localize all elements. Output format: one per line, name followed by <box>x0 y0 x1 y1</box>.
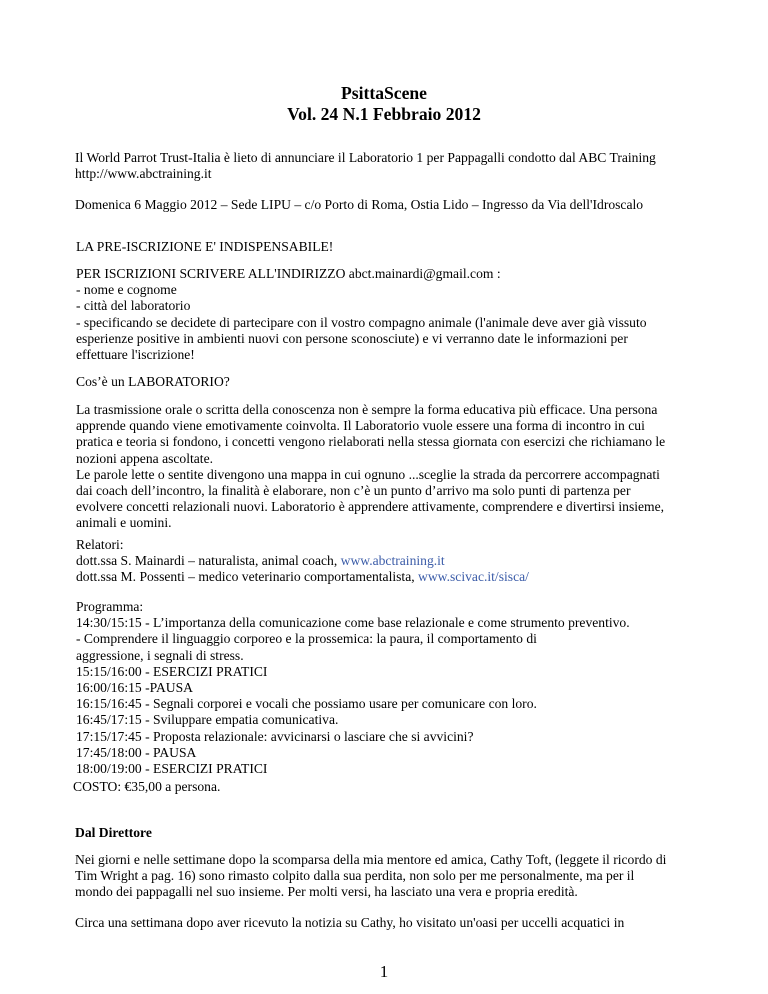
lab-question <box>76 374 696 390</box>
program-item: 17:45/18:00 - PAUSA <box>76 744 197 760</box>
lab-description <box>76 402 696 532</box>
program-item: 14:30/15:15 - L’importanza della comunicazione come base relazionale e come strumento preventivo. <box>76 615 630 631</box>
intro-line: Il World Parrot Trust-Italia è lieto di annunciare il Laboratorio 1 per Pappagalli condotto dal ABC Training <box>75 150 656 165</box>
cost-text: COSTO: €35,00 a persona. <box>73 779 221 794</box>
lab-line: Le parole lette o sentite divengono una mappa in cui ognuno ...sceglie la strada da percorrere accompagnati <box>76 466 660 482</box>
lab-line: dai coach dell’incontro, la finalità è elaborare, non c’è un punto d’arrivo ma solo punti di partenza per <box>76 483 631 499</box>
document-title: PsittaScene <box>341 83 427 103</box>
speaker-2 <box>76 569 696 585</box>
document-subtitle: Vol. 24 N.1 Febbraio 2012 <box>287 104 481 124</box>
lab-line: pratica e teoria si fondono, i concetti vengono rielaborati nella stessa giornata con esercizi che richiamano le <box>76 434 666 450</box>
registration-item: - specificando se decidete di partecipare con il vostro compagno animale (l'animale deve aver già vissuto <box>76 314 647 330</box>
speakers-section <box>76 537 696 586</box>
registration-item-cont: esperienze positive in ambienti nuovi con persone sconosciute) e vi verranno date le informazioni per <box>76 330 628 346</box>
registration-heading: PER ISCRIZIONI SCRIVERE ALL'INDIRIZZO abct.mainardi@gmail.com : <box>76 266 501 281</box>
registration-required <box>76 239 696 255</box>
program-item: - Comprendere il linguaggio corporeo e la prossemica: la paura, il comportamento di <box>76 631 537 647</box>
event-line: Domenica 6 Maggio 2012 – Sede LIPU – c/o Porto di Roma, Ostia Lido – Ingresso da Via dell'Idroscalo <box>75 197 644 212</box>
speaker-1-text: dott.ssa S. Mainardi – naturalista, animal coach, <box>76 553 341 569</box>
cost-line <box>73 779 220 795</box>
program-item: 16:00/16:15 -PAUSA <box>76 680 193 696</box>
speaker-1 <box>76 553 696 569</box>
speaker-2-link[interactable]: www.scivac.it/sisca/ <box>418 569 529 585</box>
intro-url: http://www.abctraining.it <box>75 166 212 182</box>
program-item: 17:15/17:45 - Proposta relazionale: avvicinarsi o lasciare che si avvicini? <box>76 728 474 744</box>
program-item: 18:00/19:00 - ESERCIZI PRATICI <box>76 761 268 777</box>
lab-line: La trasmissione orale o scritta della conoscenza non è sempre la forma educativa più efficace. Una persona <box>76 402 658 417</box>
program-item: aggressione, i segnali di stress. <box>76 647 244 663</box>
director-paragraph-1 <box>75 852 695 901</box>
registration-item-cont: effettuare l'iscrizione! <box>76 347 195 363</box>
lab-line: nozioni appena ascoltate. <box>76 450 214 466</box>
director-line: Circa una settimana dopo aver ricevuto la notizia su Cathy, ho visitato un'oasi per uccelli acquatici in <box>75 915 625 930</box>
program-item: 16:15/16:45 - Segnali corporei e vocali che possiamo usare per comunicare con loro. <box>76 696 537 712</box>
program-item: 15:15/16:00 - ESERCIZI PRATICI <box>76 663 268 679</box>
registration-required-text: LA PRE-ISCRIZIONE E' INDISPENSABILE! <box>76 239 334 254</box>
program-section <box>76 599 696 777</box>
director-line: Tim Wright a pag. 16) sono rimasto colpito dalla sua perdita, non solo per me personalmente, ma per il <box>75 868 635 884</box>
director-heading-text: Dal Direttore <box>75 825 152 840</box>
speaker-1-link[interactable]: www.abctraining.it <box>340 553 445 569</box>
registration-instructions <box>76 266 696 363</box>
lab-question-text: Cos’è un LABORATORIO? <box>76 374 230 389</box>
event-details <box>75 197 695 213</box>
program-heading: Programma: <box>76 599 144 614</box>
speakers-heading: Relatori: <box>76 537 124 552</box>
program-item: 16:45/17:15 - Sviluppare empatia comunicativa. <box>76 712 339 728</box>
director-line: Nei giorni e nelle settimane dopo la scomparsa della mia mentore ed amica, Cathy Toft, (leggete il ricordo di <box>75 852 667 867</box>
lab-line: animali e uomini. <box>76 515 172 531</box>
director-heading <box>75 825 695 841</box>
registration-item: - città del laboratorio <box>76 298 191 314</box>
speaker-2-text: dott.ssa M. Possenti – medico veterinario comportamentalista, <box>76 569 419 585</box>
director-line: mondo dei pappagalli nel suo insieme. Per molti versi, ha lasciato una vera e propria eredità. <box>75 884 578 900</box>
page-number: 1 <box>379 962 389 981</box>
registration-item: - nome e cognome <box>76 282 177 298</box>
director-paragraph-2 <box>75 915 695 931</box>
intro-paragraph <box>75 150 695 182</box>
lab-line: evolvere concetti relazionali nuovi. Laboratorio è apprendere attivamente, comprendere e divertirsi insieme, <box>76 499 665 515</box>
lab-line: apprende quando viene emotivamente coinvolta. Il Laboratorio vuole essere una forma di incontro in cui <box>76 418 645 434</box>
